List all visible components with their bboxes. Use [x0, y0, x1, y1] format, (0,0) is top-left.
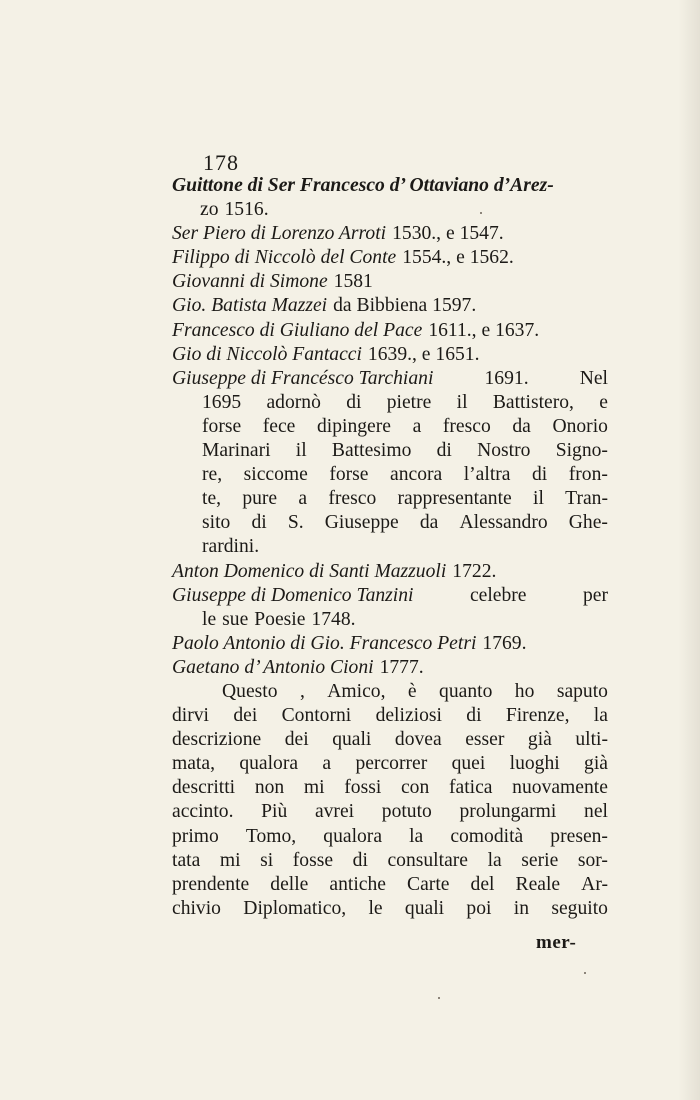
- word: di: [251, 512, 267, 534]
- word: 1611., e 1637.: [428, 319, 540, 341]
- word: nel: [584, 801, 608, 823]
- word: Contorni: [281, 705, 352, 727]
- word: Nel: [579, 367, 608, 389]
- word: 1554., e 1562.: [402, 247, 514, 269]
- text-line: [172, 584, 608, 608]
- text-line: [172, 463, 608, 487]
- word: dei: [284, 729, 309, 751]
- word: a: [298, 488, 308, 510]
- text-line: [172, 270, 608, 294]
- word: luoghi: [509, 753, 560, 775]
- word: 1777.: [379, 656, 424, 678]
- text-line: [172, 535, 608, 559]
- word: Ar-: [581, 873, 608, 895]
- word: rardini.: [202, 536, 260, 558]
- italic-name: Anton Domenico di Santi Mazzuoli: [172, 560, 447, 582]
- word: seguito: [551, 897, 608, 919]
- word: zo: [200, 199, 219, 221]
- italic-name: Gio di Niccolò Fantacci: [172, 343, 362, 365]
- word: nuovamente: [512, 777, 608, 799]
- text-line: [172, 222, 608, 246]
- italic-name: Gio. Batista Mazzei: [172, 295, 328, 317]
- word: deliziosi: [375, 705, 442, 727]
- word: tata: [172, 849, 201, 871]
- word: a: [322, 753, 332, 775]
- text-line: [172, 680, 608, 704]
- text-line: [172, 439, 608, 463]
- word: sito: [202, 512, 231, 534]
- word: rappresentante: [397, 488, 512, 510]
- text-line: [172, 656, 608, 680]
- word: celebre: [469, 584, 527, 606]
- word: Marinari: [202, 440, 271, 462]
- word: primo: [172, 825, 219, 847]
- word: potuto: [381, 801, 432, 823]
- word: Tomo,: [245, 825, 297, 847]
- word: fosse: [292, 849, 334, 871]
- word: te,: [202, 488, 222, 510]
- word: accinto.: [172, 801, 234, 823]
- word: già: [584, 753, 608, 775]
- word: ancora: [390, 464, 443, 486]
- italic-name: Guittone di Ser Francesco d’ Ottaviano d’Arez-: [172, 175, 554, 196]
- word: 1530., e 1547.: [392, 223, 504, 245]
- word: dipingere: [316, 415, 391, 437]
- word: di: [436, 440, 452, 462]
- word: quali: [332, 729, 372, 751]
- text-line: [172, 825, 608, 849]
- word: Onorio: [552, 415, 608, 437]
- word: è: [407, 680, 417, 702]
- word: presen-: [550, 825, 608, 847]
- text-line: [172, 800, 608, 824]
- word: mi: [219, 849, 241, 871]
- word: Reale: [515, 873, 561, 895]
- word: quei: [451, 753, 486, 775]
- text-line: [172, 174, 608, 198]
- word: e: [599, 391, 608, 413]
- word: prendente: [172, 873, 250, 895]
- text-line: [172, 776, 608, 800]
- word: 1691.: [484, 367, 529, 389]
- text-line: [172, 560, 608, 584]
- print-speck: [438, 997, 440, 999]
- word: esser: [465, 729, 505, 751]
- italic-name: Ser Piero di Lorenzo Arroti: [172, 223, 387, 245]
- word: saputo: [556, 680, 608, 702]
- word: già: [527, 729, 552, 751]
- word: siccome: [243, 464, 308, 486]
- word: 1639., e 1651.: [367, 343, 480, 365]
- italic-name: Giovanni di Simone: [172, 271, 328, 293]
- word: dei: [233, 705, 258, 727]
- word: del: [470, 873, 495, 895]
- word: l’altra: [463, 464, 511, 486]
- word: Nostro: [477, 440, 531, 462]
- catchword: mer-: [536, 932, 577, 953]
- word: fatica: [448, 777, 493, 799]
- word: ho: [514, 680, 535, 702]
- word: S.: [287, 512, 304, 534]
- word: 1769.: [482, 632, 527, 654]
- word: antiche: [329, 873, 386, 895]
- word: fresco: [442, 415, 491, 437]
- text-line: [172, 487, 608, 511]
- word: la: [487, 849, 502, 871]
- italic-name: Giuseppe di Francésco Tarchiani: [172, 367, 434, 389]
- italic-name: Giuseppe di Domenico Tanzini: [172, 584, 414, 606]
- word: di: [352, 849, 368, 871]
- word: a: [412, 415, 422, 437]
- word: dovea: [394, 729, 442, 751]
- word: 1516.: [224, 199, 269, 221]
- text-line: [172, 897, 608, 921]
- word: 1581: [333, 271, 373, 293]
- word: Battesimo: [331, 440, 412, 462]
- text-line: [172, 632, 608, 656]
- word: adornò: [266, 391, 321, 413]
- word: da: [512, 415, 531, 437]
- word: non: [254, 777, 285, 799]
- word: di: [346, 391, 362, 413]
- word: con: [400, 777, 430, 799]
- text-line: [172, 752, 608, 776]
- word: pietre: [386, 391, 432, 413]
- word: qualora: [239, 753, 299, 775]
- word: consultare: [387, 849, 468, 871]
- word: fossi: [344, 777, 382, 799]
- text-line: [172, 319, 608, 343]
- word: descritti: [172, 777, 236, 799]
- word: il: [295, 440, 307, 462]
- word: forse: [202, 415, 242, 437]
- word: delle: [270, 873, 309, 895]
- word: fece: [262, 415, 296, 437]
- word: Signo-: [555, 440, 608, 462]
- italic-name: Gaetano d’ Antonio Cioni: [172, 656, 374, 678]
- word: Alessandro: [459, 512, 548, 534]
- text-line: [172, 415, 608, 439]
- word: da Bibbiena 1597.: [333, 295, 477, 317]
- word: mata,: [172, 753, 215, 775]
- word: le: [368, 897, 383, 919]
- word: prolungarmi: [459, 801, 557, 823]
- print-speck: [584, 972, 586, 974]
- text-line: [172, 343, 608, 367]
- word: quanto: [439, 680, 493, 702]
- word: serie: [521, 849, 559, 871]
- text-line: [172, 198, 608, 222]
- word: quali: [404, 897, 445, 919]
- text-line: [172, 367, 608, 391]
- text-line: [172, 391, 608, 415]
- word: si: [260, 849, 274, 871]
- word: la: [409, 825, 424, 847]
- word: Tran-: [565, 488, 608, 510]
- word: Diplomatico,: [243, 897, 347, 919]
- word: sor-: [577, 849, 608, 871]
- word: sue: [222, 608, 249, 630]
- word: comodità: [450, 825, 524, 847]
- word: fron-: [568, 464, 608, 486]
- word: avrei: [314, 801, 355, 823]
- word: Amico,: [327, 680, 386, 702]
- text-line: [172, 704, 608, 728]
- word: forse: [329, 464, 369, 486]
- word: Giuseppe: [324, 512, 399, 534]
- word: percorrer: [355, 753, 428, 775]
- word: Carte: [407, 873, 450, 895]
- word: Ghe-: [568, 512, 608, 534]
- text-line: [172, 511, 608, 535]
- word: per: [582, 584, 608, 606]
- word: Poesie: [254, 608, 306, 630]
- page-edge-shadow: [678, 0, 700, 1100]
- print-speck: [480, 212, 482, 214]
- word: da: [419, 512, 439, 534]
- word: Più: [261, 801, 288, 823]
- word: in: [513, 897, 530, 919]
- text-line: [172, 873, 608, 897]
- word: Battistero,: [492, 391, 574, 413]
- word: re,: [202, 464, 223, 486]
- italic-name: Paolo Antonio di Gio. Francesco Petri: [172, 632, 477, 654]
- text-line: [172, 294, 608, 318]
- text-line: [172, 608, 608, 632]
- word: il: [533, 488, 544, 510]
- word: Firenze,: [505, 705, 570, 727]
- text-line: [172, 728, 608, 752]
- word: dirvi: [172, 705, 210, 727]
- page-number: 178: [203, 150, 239, 175]
- text-line: [172, 849, 608, 873]
- word: di: [466, 705, 482, 727]
- word: la: [593, 705, 608, 727]
- word: il: [456, 391, 468, 413]
- word: mi: [303, 777, 325, 799]
- word: poi: [466, 897, 492, 919]
- italic-name: Filippo di Niccolò del Conte: [172, 247, 397, 269]
- word: di: [532, 464, 548, 486]
- word: Questo: [222, 680, 278, 702]
- word: qualora: [323, 825, 383, 847]
- text-line: [172, 246, 608, 270]
- word: 1695: [202, 391, 242, 413]
- italic-name: Francesco di Giuliano del Pace: [172, 319, 423, 341]
- word: 1748.: [311, 608, 356, 630]
- word: descrizione: [172, 729, 262, 751]
- word: ,: [299, 680, 305, 702]
- word: fresco: [328, 488, 377, 510]
- word: chivio: [172, 897, 221, 919]
- word: le: [202, 608, 217, 630]
- text-block: [172, 174, 608, 921]
- word: ulti-: [575, 729, 608, 751]
- word: pure: [242, 488, 278, 510]
- word: 1722.: [452, 560, 497, 582]
